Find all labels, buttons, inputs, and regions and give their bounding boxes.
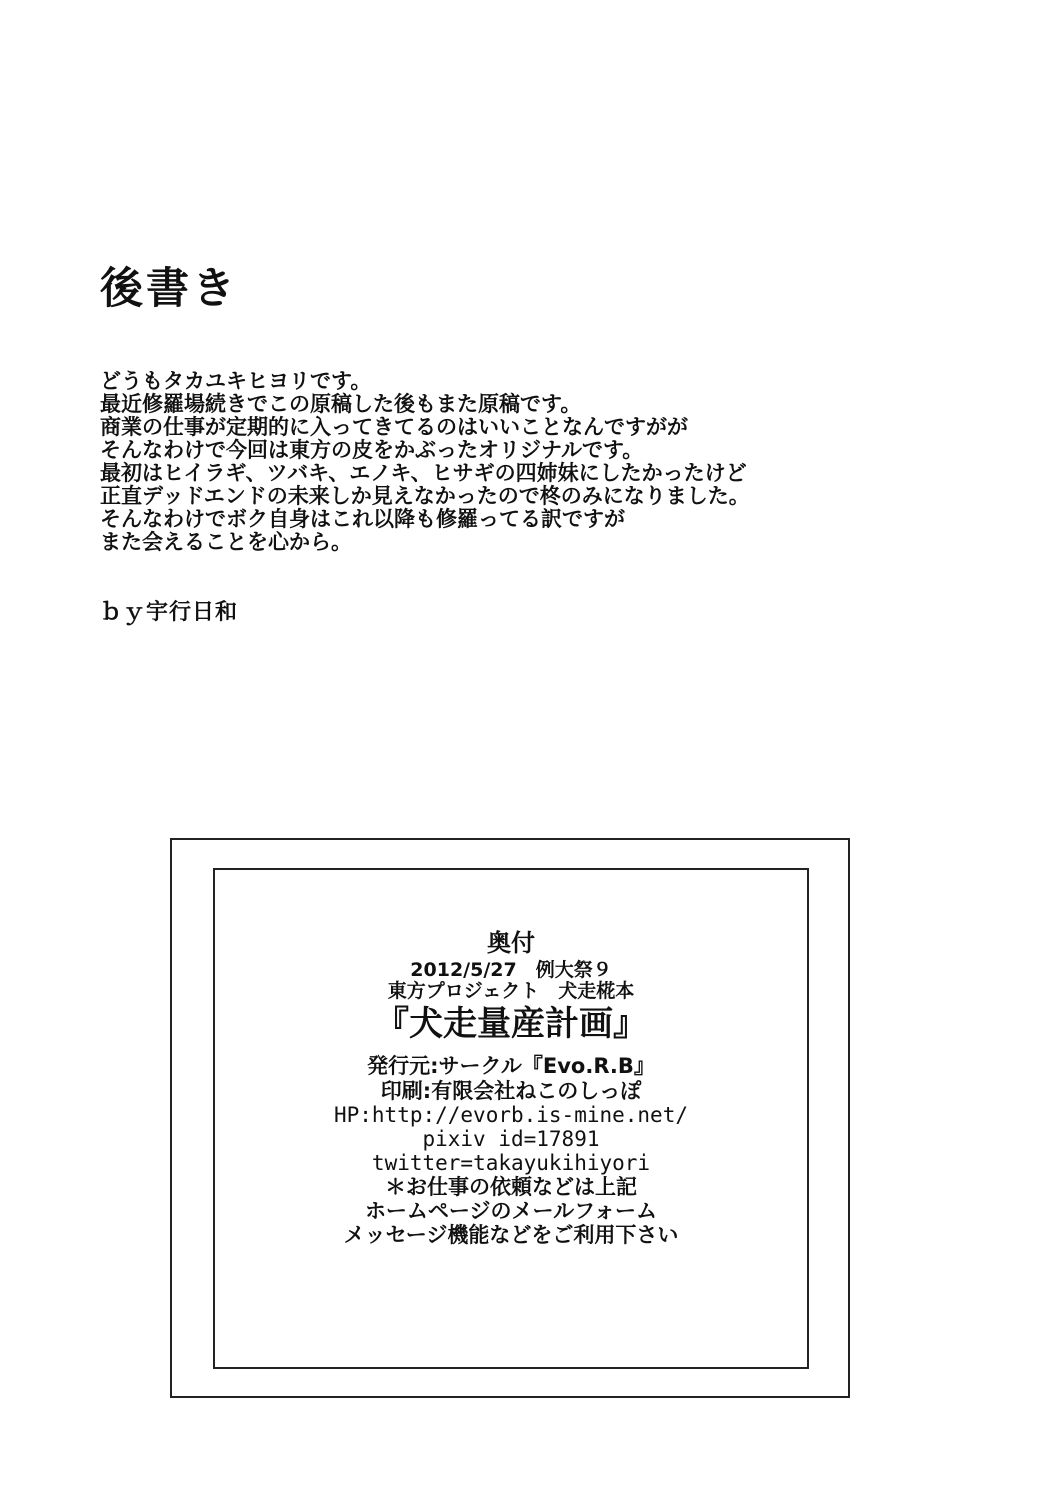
- colophon-printer: 印刷:有限会社ねこのしっぽ: [380, 1078, 642, 1103]
- colophon-note-line: メッセージ機能などをご利用下さい: [343, 1223, 679, 1248]
- afterword-line: 最近修羅場続きでこの原稿した後もまた原稿です。: [100, 392, 582, 416]
- colophon: [213, 930, 809, 1248]
- colophon-book-title: 『犬走量産計画』: [375, 1004, 647, 1045]
- afterword-line: そんなわけで今回は東方の皮をかぶったオリジナルです。: [100, 438, 644, 462]
- afterword-line: また会えることを心から。: [100, 530, 352, 554]
- colophon-heading: 奥付: [487, 929, 535, 957]
- colophon-twitter: twitter=takayukihiyori: [371, 1150, 651, 1175]
- author-signature: ｂｙ宇行日和: [100, 600, 239, 625]
- colophon-date-event: 2012/5/27 例大祭９: [410, 958, 612, 981]
- afterword-body: [100, 370, 750, 554]
- colophon-homepage: HP:http://evorb.is-mine.net/: [333, 1102, 688, 1127]
- colophon-note-line: ＊お仕事の依頼などは上記: [385, 1175, 637, 1200]
- afterword-title: 後書き: [100, 264, 238, 314]
- afterword-line: 商業の仕事が定期的に入ってきてるのはいいことなんですがが: [100, 415, 688, 439]
- afterword-line: そんなわけでボク自身はこれ以降も修羅ってる訳ですが: [100, 507, 625, 531]
- colophon-project: 東方プロジェクト 犬走椛本: [387, 980, 635, 1003]
- afterword-line: 最初はヒイラギ、ツバキ、エノキ、ヒサギの四姉妹にしたかったけど: [100, 461, 747, 485]
- colophon-pixiv: pixiv id=17891: [422, 1126, 600, 1151]
- colophon-publisher: 発行元:サークル『Evo.R.B』: [367, 1054, 655, 1079]
- afterword-line: どうもタカユキヒヨリです。: [100, 369, 372, 393]
- afterword-line: 正直デッドエンドの未来しか見えなかったので柊のみになりました。: [100, 484, 750, 508]
- colophon-note-line: ホームページのメールフォーム: [364, 1199, 658, 1224]
